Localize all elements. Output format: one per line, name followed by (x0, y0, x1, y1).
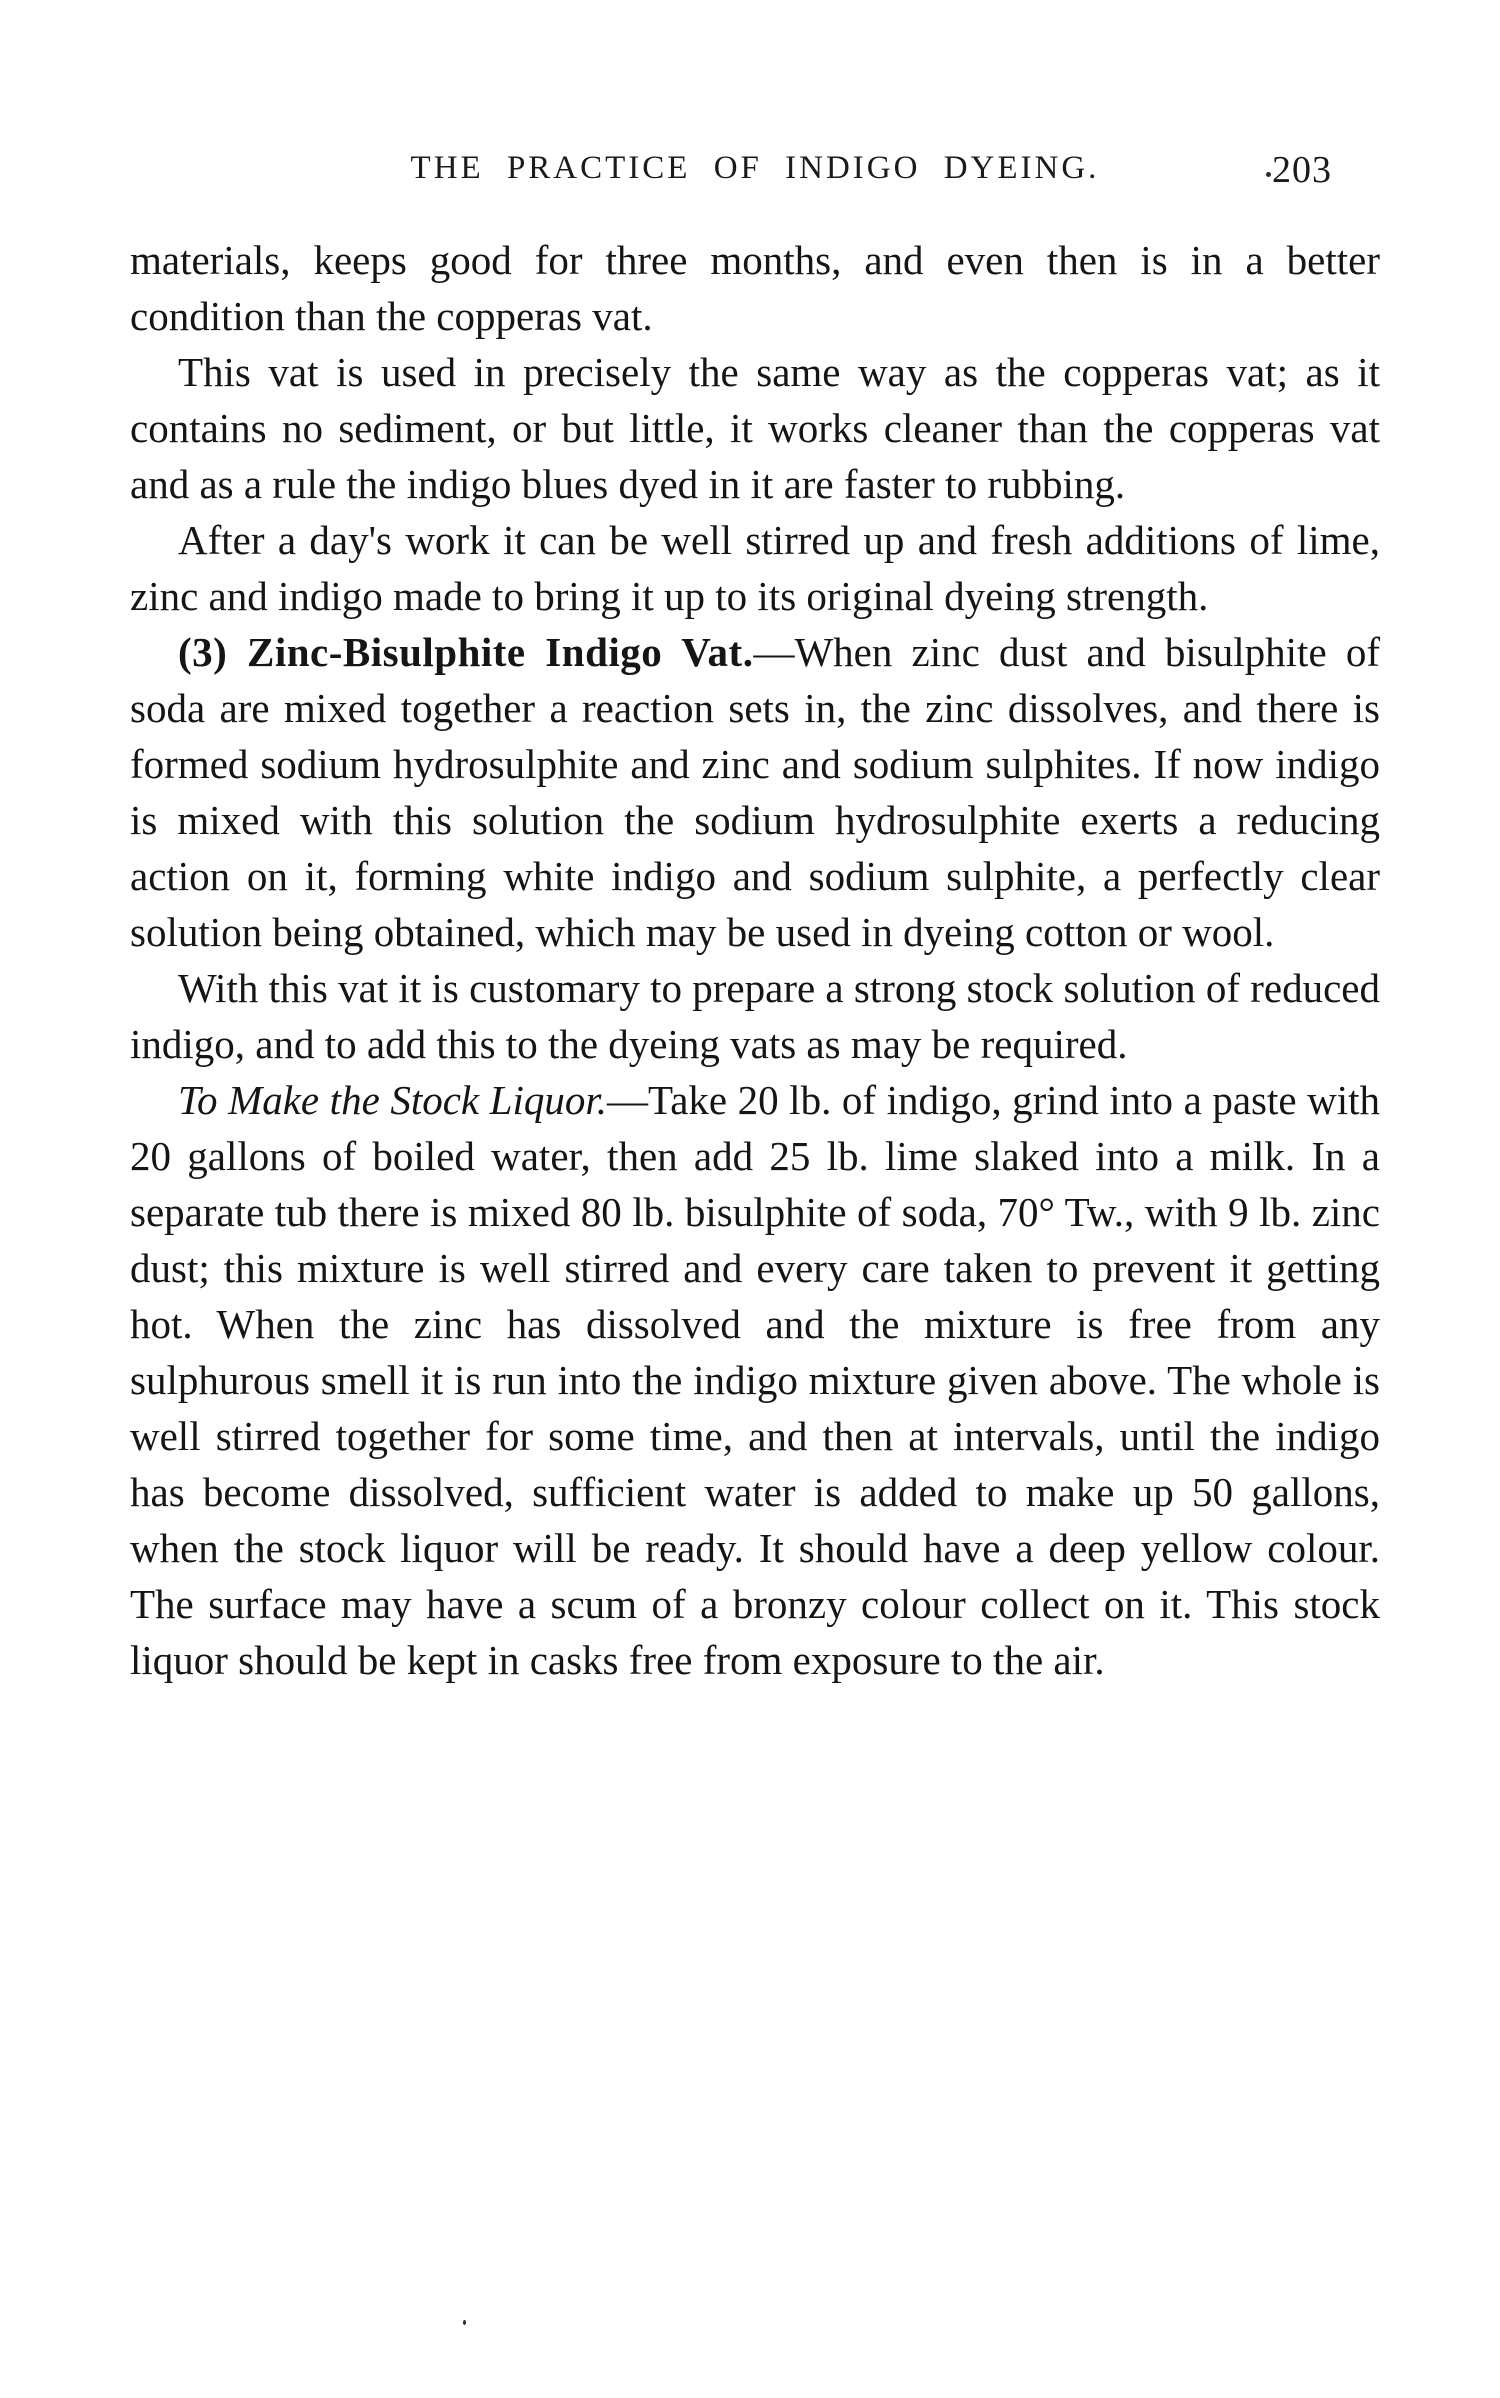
paragraph (130, 960, 1380, 1072)
paragraph-section-3 (130, 624, 1380, 960)
paragraph-text: This vat is used in precisely the same way as the copperas vat; as it contains no sediment, or but little, it works cleaner than the copperas vat and as a rule the indigo blues dyed in it are faster to rubbing. (130, 349, 1380, 507)
page-body (130, 232, 1380, 1688)
paragraph (130, 344, 1380, 512)
paragraph-stock-liquor (130, 1072, 1380, 1688)
paragraph (130, 512, 1380, 624)
paragraph-text: —Take 20 lb. of indigo, grind into a paste with 20 gallons of boiled water, then add 25 lb. lime slaked into a milk. In a separate tub there is mixed 80 lb. bisulphite of soda, 70° Tw., with 9 lb. zinc dust; this mixture is well stirred and every care taken to prevent it getting hot. When the zinc has dissolved and the mixture is free from any sulphurous smell it is run into the indigo mixture given above. The whole is well stirred together for some time, and then at intervals, until the indigo has become dissolved, sufficient water is added to make up 50 gallons, when the stock liquor will be ready. It should have a deep yellow colour. The surface may have a scum of a bronzy colour collect on it. This stock liquor should be kept in casks free from exposure to the air. (130, 1077, 1380, 1683)
scan-speck-artifact (1266, 172, 1271, 177)
paragraph-text: With this vat it is customary to prepare a strong stock solution of reduced indigo, and to add this to the dyeing vats as may be required. (130, 965, 1380, 1067)
paragraph-text: materials, keeps good for three months, and even then is in a better condition than the copperas vat. (130, 237, 1380, 339)
italic-lead: To Make the Stock Liquor. (178, 1077, 608, 1123)
paragraph-continuation (130, 232, 1380, 344)
running-title: THE PRACTICE OF INDIGO DYEING. (410, 150, 1100, 186)
page-number: 203 (1272, 149, 1332, 191)
section-heading-bold: (3) Zinc-Bisulphite Indigo Vat. (178, 629, 754, 675)
scan-speck-artifact (463, 2320, 466, 2325)
page-header (130, 150, 1380, 198)
paragraph-text: —When zinc dust and bisulphite of soda are mixed together a reaction sets in, the zinc dissolves, and there is formed sodium hydrosulphite and zinc and sodium sulphites. If now indigo is mixed with this solution the sodium hydrosulphite exerts a reducing action on it, forming white indigo and sodium sulphite, a perfectly clear solution being obtained, which may be used in dyeing cotton or wool. (130, 629, 1380, 955)
paragraph-text: After a day's work it can be well stirred up and fresh additions of lime, zinc and indigo made to bring it up to its original dyeing strength. (130, 517, 1380, 619)
